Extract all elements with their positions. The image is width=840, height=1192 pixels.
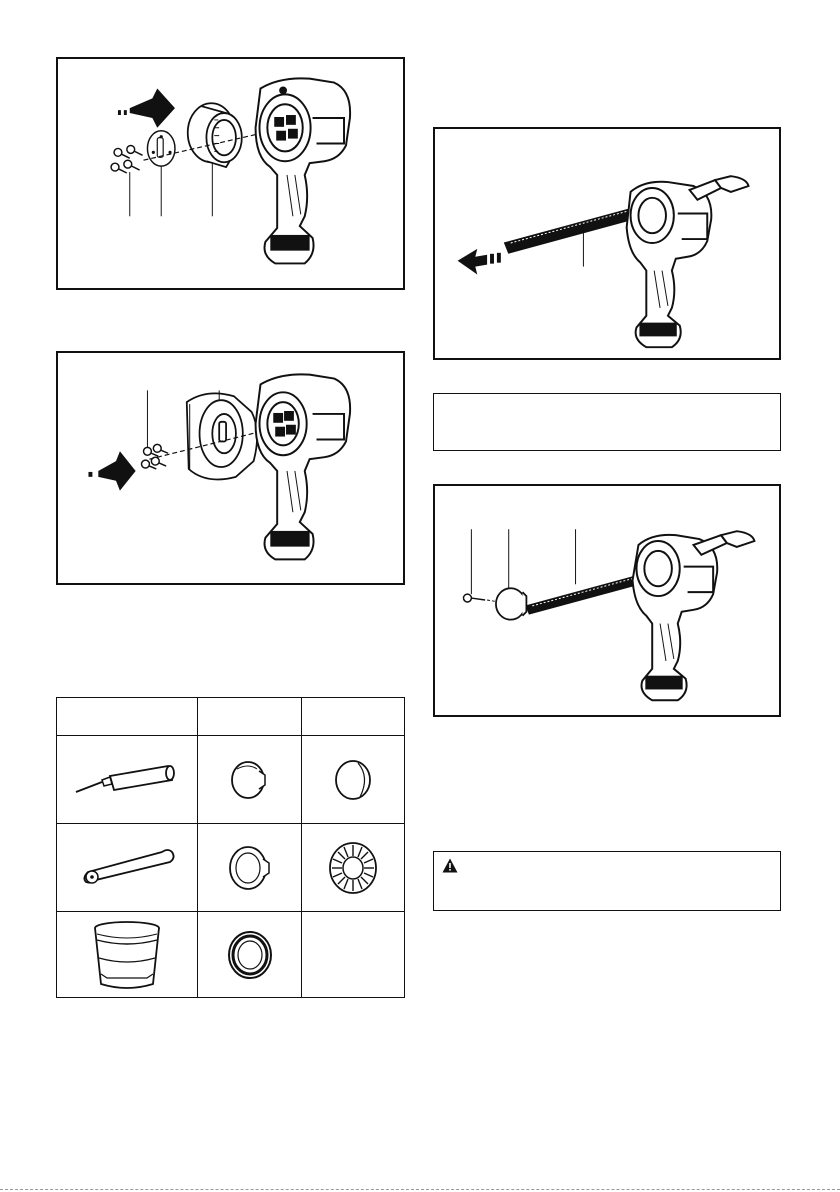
table-row	[57, 912, 405, 998]
table-header-cell	[57, 698, 198, 736]
figure-plunger-assembly	[433, 484, 781, 717]
callout-leaders	[130, 162, 213, 216]
figure-cap-install-illustration	[58, 353, 403, 583]
table-cell	[198, 824, 302, 912]
callout-leaders	[471, 529, 575, 594]
accessory-table	[56, 697, 405, 998]
plunger-disc-small-icon	[225, 757, 275, 803]
table-cell	[302, 912, 405, 998]
plunger-disc-icon	[496, 588, 526, 619]
push-arrow-icon	[88, 451, 135, 490]
table-cell	[57, 736, 198, 824]
table-cell	[302, 824, 405, 912]
tool-body-icon	[627, 182, 712, 347]
warning-box	[433, 851, 781, 911]
push-arrow-icon	[118, 88, 175, 127]
plate-round-icon	[330, 757, 376, 803]
table-cell	[57, 824, 198, 912]
note-box	[433, 393, 781, 451]
plate-ribbed-icon	[324, 839, 382, 897]
plunger-disc-large-icon	[223, 928, 277, 982]
table-header-cell	[198, 698, 302, 736]
screws-icon	[111, 145, 142, 173]
trigger-handle-icon	[693, 531, 754, 555]
figure-plunger-assembly-illustration	[435, 486, 779, 715]
figure-cap-removal	[56, 57, 405, 290]
trigger-handle-icon	[690, 176, 749, 200]
bulk-pail-icon	[87, 918, 167, 992]
table-row	[57, 824, 405, 912]
cartridge-icon	[72, 760, 182, 800]
page-bottom-edge	[0, 1189, 840, 1190]
pull-arrow-icon	[458, 249, 501, 275]
table-cell	[57, 912, 198, 998]
figure-rod-removal	[433, 127, 781, 360]
cap-icon	[188, 103, 242, 167]
tool-body-icon	[256, 78, 351, 263]
screw-icon	[464, 594, 486, 602]
table-row	[57, 736, 405, 824]
table-cell	[198, 736, 302, 824]
figure-cap-removal-illustration	[58, 59, 403, 288]
figure-rod-removal-illustration	[435, 129, 779, 358]
table-cell	[198, 912, 302, 998]
plunger-disc-medium-icon	[223, 841, 277, 895]
tool-body-icon	[633, 535, 718, 700]
screws-icon	[142, 444, 169, 469]
warning-triangle-icon	[442, 858, 458, 873]
figure-cap-install	[56, 351, 405, 585]
table-header-row	[57, 698, 405, 736]
table-cell	[302, 736, 405, 824]
plate-icon	[147, 131, 175, 166]
sausage-pack-icon	[72, 848, 182, 888]
cap-icon	[187, 393, 257, 479]
table-header-cell	[302, 698, 405, 736]
tool-body-icon	[256, 374, 351, 559]
